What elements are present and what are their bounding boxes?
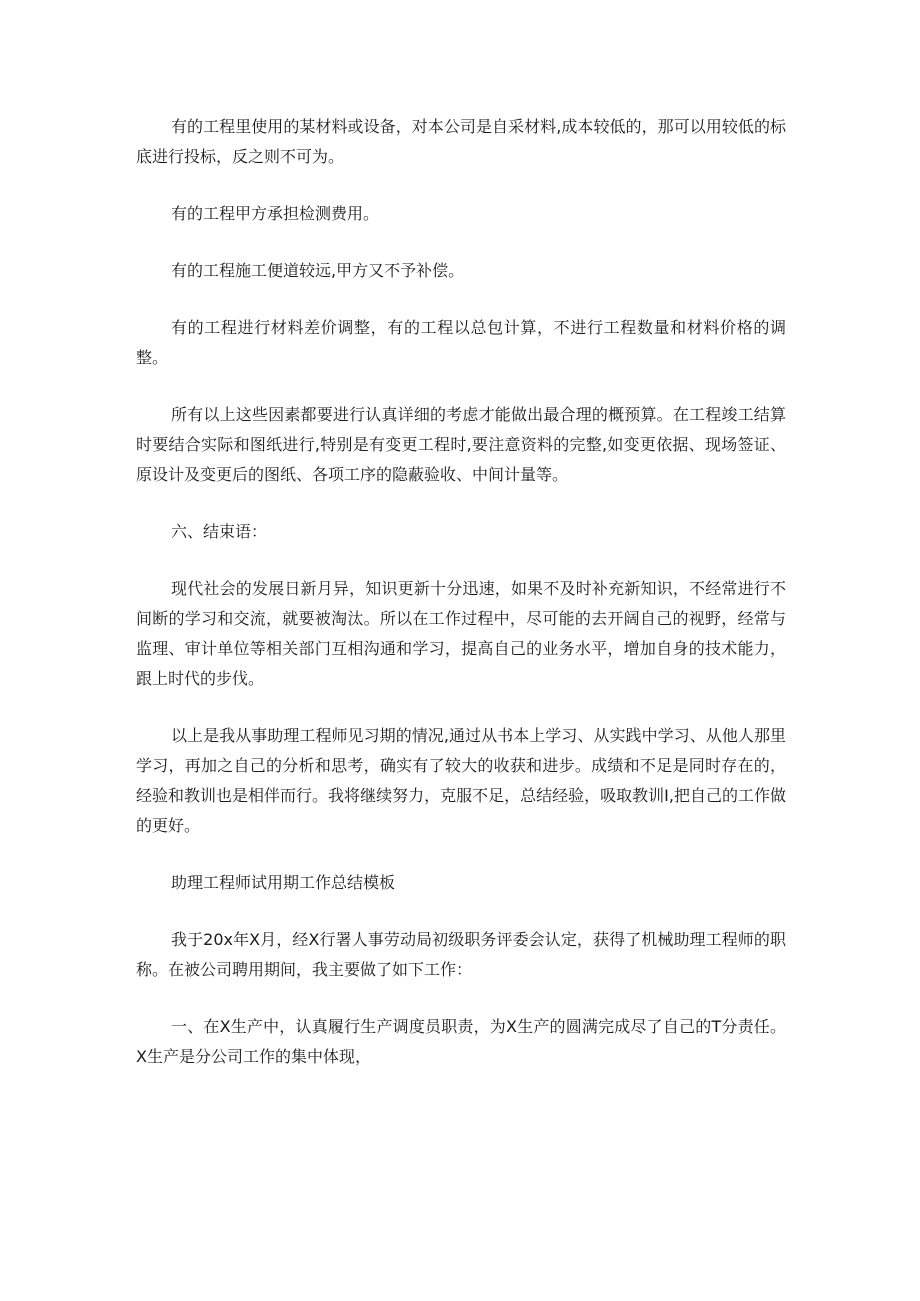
document-body	[136, 112, 786, 1099]
paragraph-10: 我于20x年X月，经X行署人事劳动局初级职务评委会认定，获得了机械助理工程师的职称。在被公司聘用期间，我主要做了如下工作：	[136, 930, 786, 979]
paragraph-4: 有的工程进行材料差价调整，有的工程以总包计算，不进行工程数量和材料价格的调整。	[136, 318, 786, 367]
section-heading-conclusion: 六、结束语：	[171, 522, 268, 541]
paragraph-11: 一、在X生产中，认真履行生产调度员职责，为X生产的圆满完成尽了自己的T分责任。X生产是分公司工作的集中体现，	[136, 1017, 786, 1066]
template-title: 助理工程师试用期工作总结模板	[171, 873, 396, 892]
paragraph-5: 所有以上这些因素都要进行认真详细的考虑才能做出最合理的概预算。在工程竣工结算时要结合实际和图纸进行,特别是有变更工程时,要注意资料的完整,如变更依据、现场签证、原设计及变更后的图纸、各项工序的隐蔽验收、中间计量等。	[136, 405, 786, 484]
paragraph-3: 有的工程施工便道较远,甲方又不予补偿。	[171, 261, 465, 280]
paragraph-2: 有的工程甲方承担检测费用。	[171, 204, 380, 223]
paragraph-1: 有的工程里使用的某材料或设备，对本公司是自采材料,成本较低的，那可以用较低的标底进行投标，反之则不可为。	[136, 117, 786, 166]
paragraph-7: 现代社会的发展日新月异，知识更新十分迅速，如果不及时补充新知识，不经常进行不间断的学习和交流，就要被淘汰。所以在工作过程中，尽可能的去开阔自己的视野，经常与监理、审计单位等相关部门互相沟通和学习，提高自己的业务水平，增加自身的技术能力，跟上时代的步伐。	[136, 579, 786, 688]
paragraph-8: 以上是我从事助理工程师见习期的情况,通过从书本上学习、从实践中学习、从他人那里学习，再加之自己的分析和思考，确实有了较大的收获和进步。成绩和不足是同时存在的，经验和教训也是相伴而行。我将继续努力，克服不足，总结经验，吸取教训I,把自己的工作做的更好。	[136, 726, 786, 835]
